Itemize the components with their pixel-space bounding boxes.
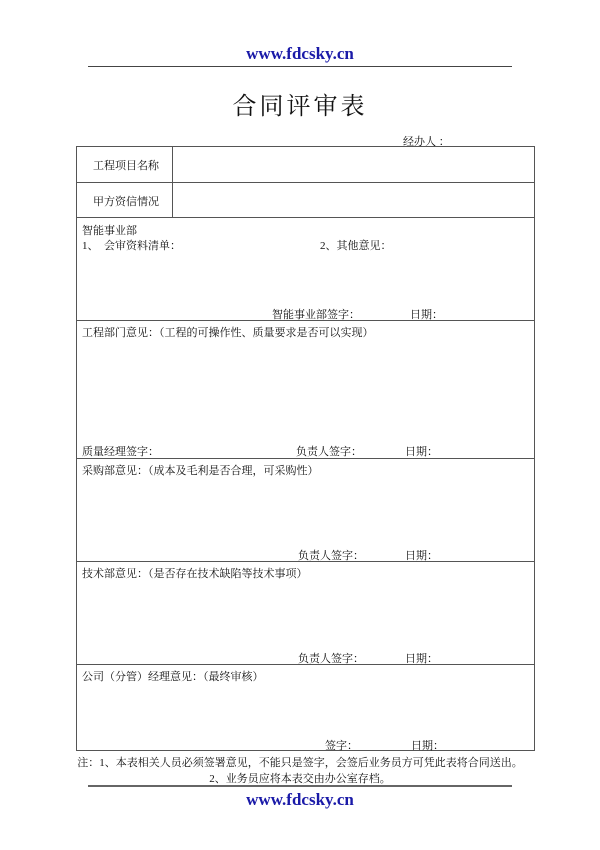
manager-sign: 签字： [325,740,358,752]
procurement-date: 日期： [405,550,438,562]
project-name-label: 工程项目名称 [93,160,159,172]
note-1: 注：1、本表相关人员必须签署意见，不能只是签字，会签后业务员方可凭此表将合同送出。 [77,757,523,769]
engineering-lead-sign: 负责人签字： [296,446,362,458]
client-credit-label: 甲方资信情况 [93,196,159,208]
project-name-field[interactable] [174,148,533,181]
smart-date: 日期： [410,309,443,321]
technical-lead-sign: 负责人签字： [298,653,364,665]
engineering-opinion: 工程部门意见：（工程的可操作性、质量要求是否可以实现） [82,327,374,339]
header-rule [88,66,512,67]
smart-item2: 2、其他意见： [320,240,392,252]
footer-site: www.fdcsky.cn [246,790,354,809]
manager-date: 日期： [411,740,444,752]
handler-label: 经办人 ： [403,136,450,148]
footer-rule [88,785,512,787]
technical-opinion: 技术部意见：（是否存在技术缺陷等技术事项） [82,568,308,580]
client-credit-field[interactable] [174,184,533,216]
page-title: 合同评审表 [232,94,368,120]
manager-opinion: 公司（分管）经理意见：（最终审核） [82,671,264,683]
smart-item1: 1、 会审资料清单： [82,240,181,252]
procurement-lead-sign: 负责人签字： [298,550,364,562]
smart-dept-label: 智能事业部 [82,225,137,237]
engineering-qm-sign: 质量经理签字： [82,446,159,458]
header-site: www.fdcsky.cn [246,44,354,63]
technical-date: 日期： [405,653,438,665]
smart-sign: 智能事业部签字： [272,309,360,321]
note-2: 2、业务员应将本表交由办公室存档。 [209,773,391,785]
procurement-opinion: 采购部意见：（成本及毛利是否合理，可采购性） [82,465,319,477]
engineering-date: 日期： [405,446,438,458]
